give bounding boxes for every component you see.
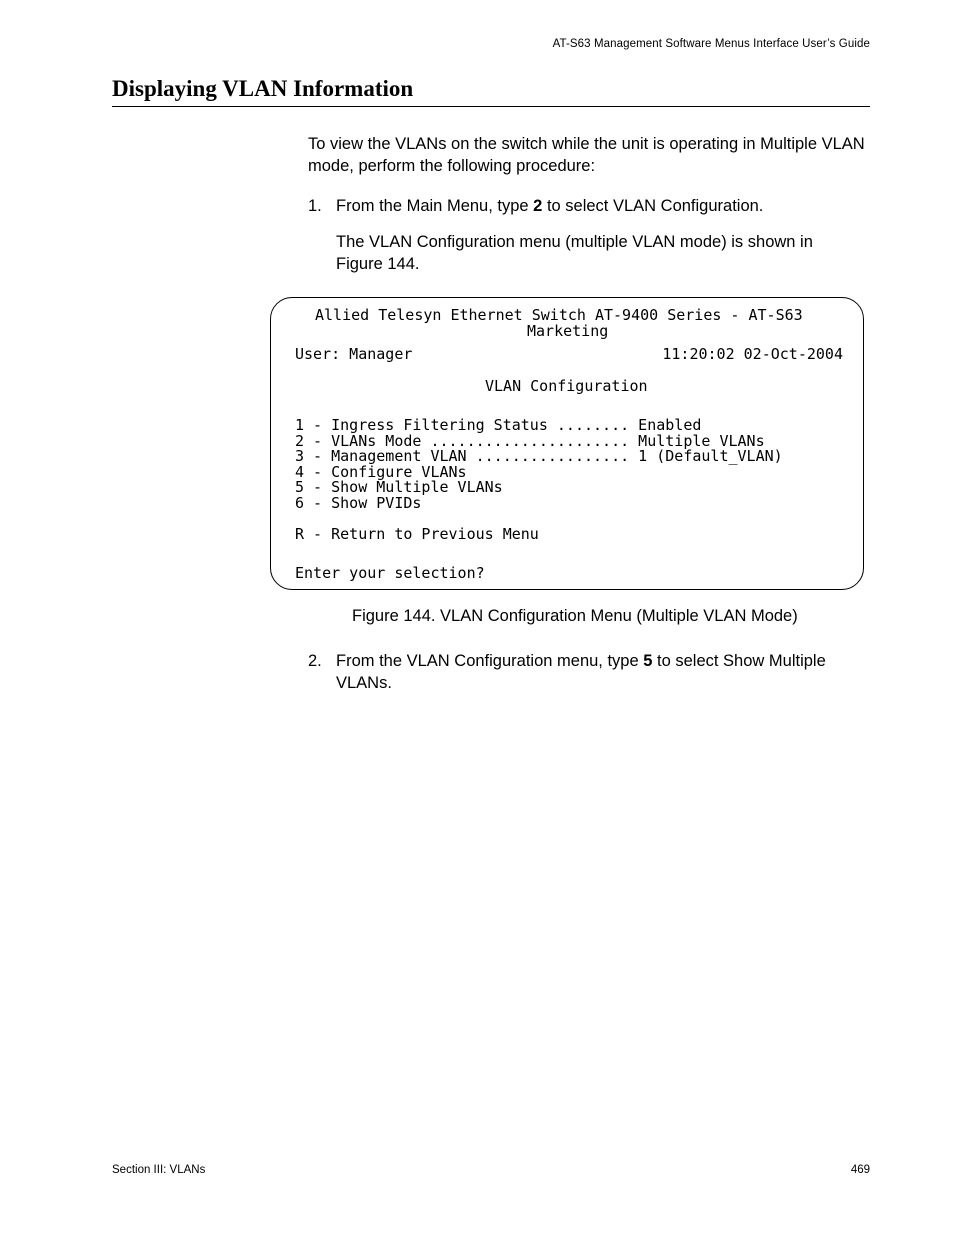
intro-paragraph: To view the VLANs on the switch while the unit is operating in Multiple VLAN mode, perform the following procedure: — [308, 135, 865, 175]
step-1-key: 2 — [533, 197, 543, 215]
footer-section: Section III: VLANs — [112, 1164, 206, 1176]
terminal-menu-item: 5 - Show Multiple VLANs — [295, 478, 503, 496]
figure-caption: Figure 144. VLAN Configuration Menu (Multiple VLAN Mode) — [352, 607, 798, 625]
terminal-user: User: Manager — [295, 345, 413, 363]
step-2-text — [336, 650, 876, 694]
step-1-note: The VLAN Configuration menu (multiple VLAN mode) is shown in Figure 144. — [336, 233, 813, 273]
terminal-menu-item: 2 - VLANs Mode ...................... Multiple VLANs — [295, 431, 765, 450]
page-number: 469 — [850, 1164, 870, 1176]
terminal-screen — [270, 297, 864, 590]
section-heading: Displaying VLAN Information — [112, 76, 870, 107]
terminal-menu-item: 6 - Show PVIDs — [295, 493, 422, 512]
step-1-number: 1. — [308, 197, 322, 215]
terminal-banner-line2: Marketing — [527, 322, 609, 340]
terminal-menu-item: 4 - Configure VLANs — [295, 462, 467, 481]
step-2-suffix: to select Show Multiple VLANs. — [336, 652, 826, 692]
step-1-suffix: to select VLAN Configuration. — [542, 197, 764, 215]
terminal-menu-item: 1 - Ingress Filtering Status ........ Enabled — [295, 416, 702, 434]
step-2-prefix: From the VLAN Configuration menu, type — [336, 652, 644, 670]
terminal-prompt: Enter your selection? — [295, 564, 485, 582]
step-1-prefix: From the Main Menu, type — [336, 197, 534, 215]
step-2-number: 2. — [308, 652, 322, 670]
terminal-return-item: R - Return to Previous Menu — [295, 525, 539, 543]
terminal-menu-title: VLAN Configuration — [485, 377, 648, 395]
terminal-banner-line1: Allied Telesyn Ethernet Switch AT-9400 Series - AT-S63 — [315, 306, 803, 324]
terminal-datetime: 11:20:02 02-Oct-2004 — [662, 345, 843, 363]
running-header: AT-S63 Management Software Menus Interface User’s Guide — [552, 38, 870, 50]
step-2-key: 5 — [643, 652, 653, 670]
terminal-menu-item: 3 - Management VLAN ................. 1 (Default_VLAN) — [295, 447, 783, 465]
step-1-text — [336, 195, 876, 217]
